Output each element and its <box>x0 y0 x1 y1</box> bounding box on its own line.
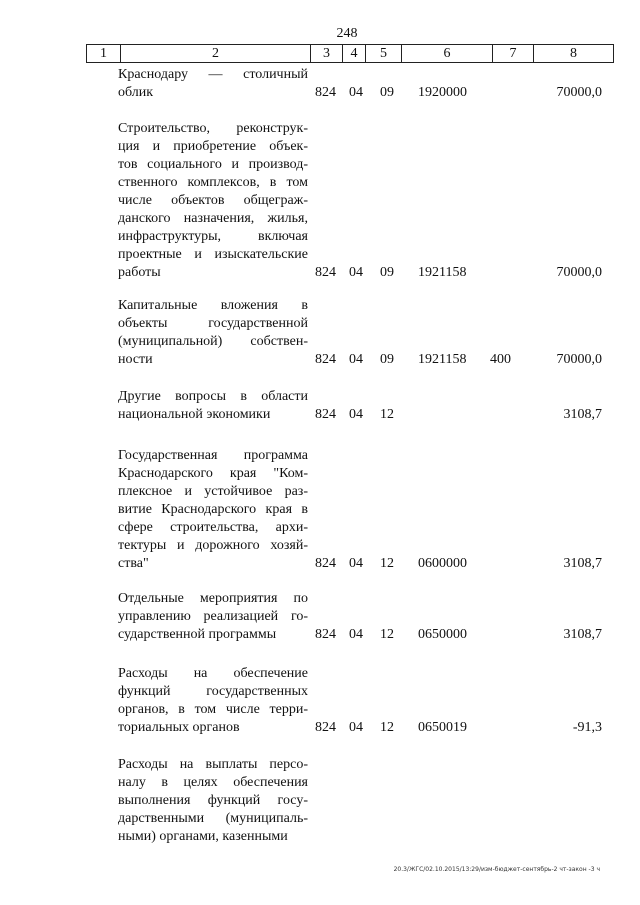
footer-doc-id: 20.3/ЖГС/02.10.2015/13:29/изм-бюджет-сентябрь-2 чт-закон -3 ч <box>393 866 600 873</box>
column-header-8: 8 <box>534 45 614 63</box>
row-value-c6: 0600000 <box>418 556 467 571</box>
row-value-c4: 04 <box>349 407 363 422</box>
row-value-c6: 0650019 <box>418 720 467 735</box>
column-header-4: 4 <box>343 45 366 63</box>
row-description-line: Расходы на выплаты персо- <box>118 757 308 772</box>
row-description-line: национальной экономики <box>118 407 271 422</box>
column-header-table <box>86 44 614 63</box>
row-value-c5: 09 <box>380 85 394 100</box>
row-value-c7: 400 <box>490 352 511 367</box>
row-description-line: (муниципальной) собствен- <box>118 334 308 349</box>
row-description <box>118 665 308 737</box>
row-description-line: Капитальные вложения в <box>118 298 308 313</box>
row-description-line: выполнения функций госу- <box>118 793 308 808</box>
row-description-line: управлению реализацией го- <box>118 609 308 624</box>
row-description-line: Строительство, реконструк- <box>118 121 308 136</box>
row-description-line: Расходы на обеспечение <box>118 666 308 681</box>
row-value-c8: -91,3 <box>572 720 602 735</box>
row-description-line: сфере строительства, архи- <box>118 520 308 535</box>
row-description-line: Другие вопросы в области <box>118 389 308 404</box>
row-description-line: Отдельные мероприятия по <box>118 591 308 606</box>
row-description <box>118 447 308 573</box>
row-description-line: Краснодарского края "Ком- <box>118 466 308 481</box>
row-value-c6: 1920000 <box>418 85 467 100</box>
row-description-line: ственного комплексов, в том <box>118 175 308 190</box>
page-number: 248 <box>336 26 358 41</box>
row-value-c8: 3108,7 <box>563 407 602 422</box>
row-description-line: ности <box>118 352 153 367</box>
row-description-line: ция и приобретение объек- <box>118 139 308 154</box>
row-description-line: ными) органами, казенными <box>118 829 288 844</box>
row-value-c3: 824 <box>315 265 336 280</box>
row-description-line: дарственными (муниципаль- <box>118 811 308 826</box>
row-description-line: функций государственных <box>118 684 308 699</box>
row-value-c8: 70000,0 <box>556 265 602 280</box>
row-value-c3: 824 <box>315 85 336 100</box>
row-description <box>118 756 308 846</box>
row-description-line: тов социального и производ- <box>118 157 308 172</box>
row-description-line: органов, в том числе терри- <box>118 702 308 717</box>
row-value-c5: 09 <box>380 352 394 367</box>
row-value-c5: 12 <box>380 556 394 571</box>
row-value-c8: 70000,0 <box>556 352 602 367</box>
row-value-c8: 70000,0 <box>556 85 602 100</box>
row-value-c8: 3108,7 <box>563 627 602 642</box>
row-description-line: работы <box>118 265 161 280</box>
row-value-c5: 12 <box>380 407 394 422</box>
row-description <box>118 388 308 424</box>
row-description-line: налу в целях обеспечения <box>118 775 308 790</box>
row-value-c5: 09 <box>380 265 394 280</box>
row-description <box>118 590 308 644</box>
row-description <box>118 120 308 282</box>
row-description-line: тектуры и дорожного хозяй- <box>118 538 308 553</box>
column-header-2: 2 <box>121 45 311 63</box>
column-header-7: 7 <box>493 45 534 63</box>
row-description <box>118 297 308 369</box>
row-description-line: данского назначения, жилья, <box>118 211 308 226</box>
row-value-c4: 04 <box>349 85 363 100</box>
row-value-c4: 04 <box>349 265 363 280</box>
row-description-line: витие Краснодарского края в <box>118 502 308 517</box>
column-header-1: 1 <box>87 45 121 63</box>
row-value-c6: 0650000 <box>418 627 467 642</box>
row-value-c4: 04 <box>349 720 363 735</box>
row-description-line: инфраструктуры, включая <box>118 229 308 244</box>
row-description-line: ства" <box>118 556 149 571</box>
column-header-3: 3 <box>311 45 343 63</box>
row-value-c5: 12 <box>380 720 394 735</box>
row-value-c8: 3108,7 <box>563 556 602 571</box>
row-value-c3: 824 <box>315 352 336 367</box>
row-value-c4: 04 <box>349 352 363 367</box>
row-description-line: облик <box>118 85 154 100</box>
row-value-c4: 04 <box>349 556 363 571</box>
row-description-line: Краснодару — столичный <box>118 67 308 82</box>
row-value-c3: 824 <box>315 720 336 735</box>
row-value-c3: 824 <box>315 407 336 422</box>
row-description <box>118 66 308 102</box>
row-description-line: сударственной программы <box>118 627 277 642</box>
column-header-6: 6 <box>402 45 493 63</box>
row-description-line: числе объектов общеграж- <box>118 193 308 208</box>
row-value-c6: 1921158 <box>418 352 467 367</box>
row-value-c6: 1921158 <box>418 265 467 280</box>
row-value-c3: 824 <box>315 627 336 642</box>
row-description-line: ториальных органов <box>118 720 240 735</box>
column-header-5: 5 <box>366 45 402 63</box>
row-value-c4: 04 <box>349 627 363 642</box>
column-header-row <box>87 45 614 63</box>
row-value-c3: 824 <box>315 556 336 571</box>
row-value-c5: 12 <box>380 627 394 642</box>
row-description-line: проектные и изыскательские <box>118 247 308 262</box>
row-description-line: Государственная программа <box>118 448 308 463</box>
row-description-line: плексное и устойчивое раз- <box>118 484 308 499</box>
row-description-line: объекты государственной <box>118 316 308 331</box>
